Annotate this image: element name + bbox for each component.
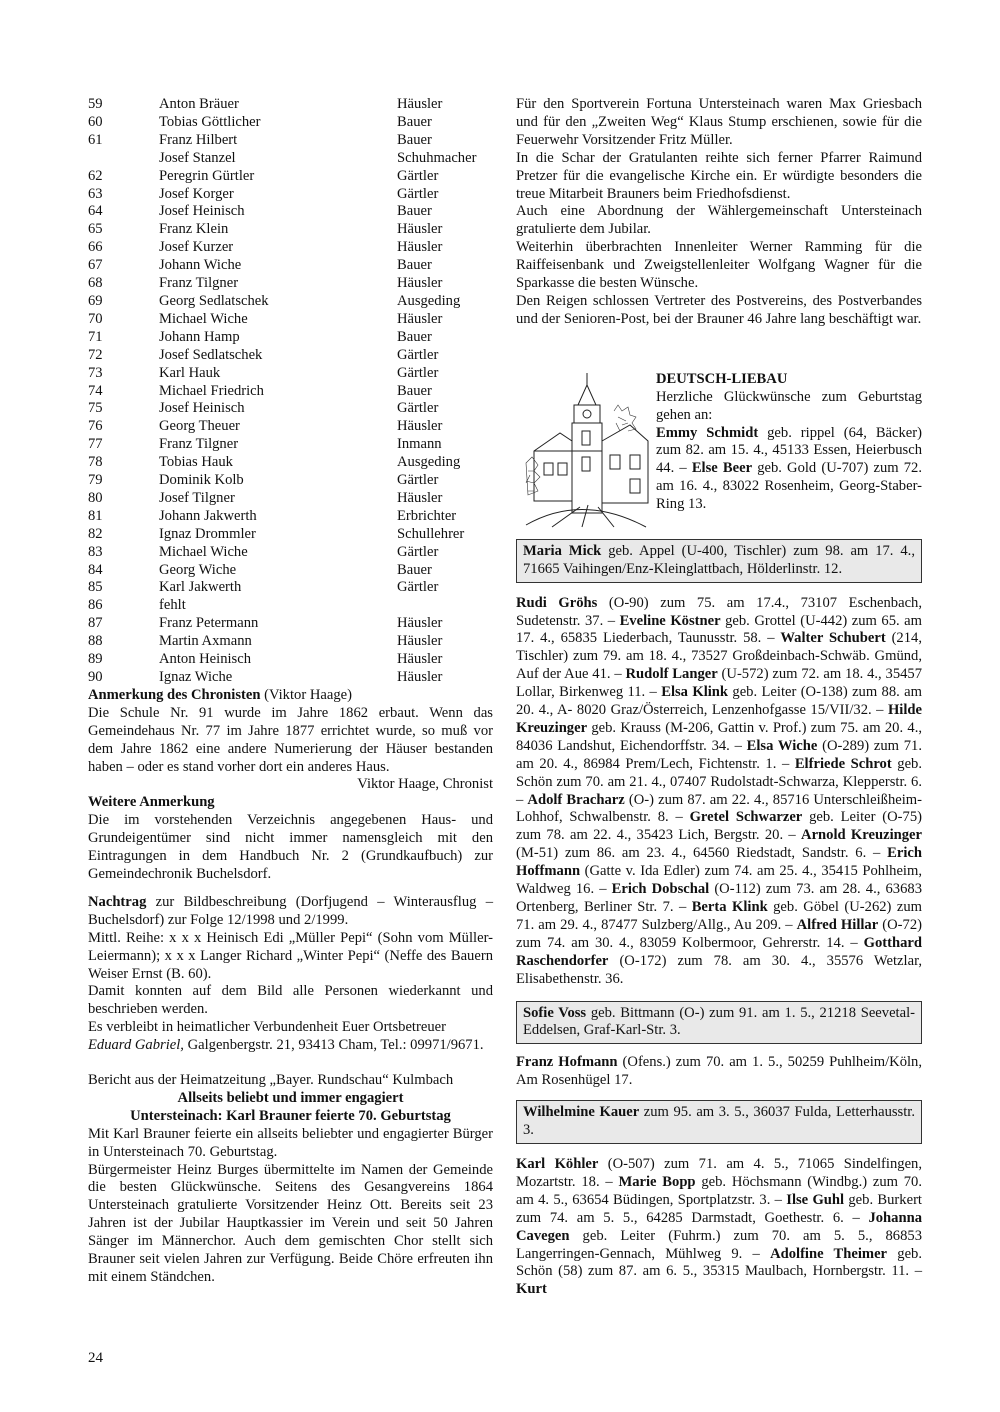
table-row [88,651,493,669]
house-number: 59 [88,96,103,112]
house-number: 60 [88,113,103,130]
birthday-details: (O-172) zum 78. am 30. 4., 35576 Wetzlar, Elisabethenstr. 36. [516,952,922,987]
table-row [88,239,493,257]
house-number: 77 [88,436,103,453]
owner-status: Gärtler [397,400,439,417]
owner-name: Franz Tilgner [159,436,239,453]
table-row [88,526,493,544]
owner-status: Häusler [397,418,443,435]
owner-name: Johann Jakwerth [159,507,257,524]
owner-name: Josef Heinisch [159,400,245,417]
house-number: 70 [88,310,103,327]
signer-line [88,1037,493,1055]
signer-address: Galgenbergstr. 21, 93413 Cham, Tel.: 09971/9671. [183,1037,484,1054]
birthday-name: Eveline Köstner [619,612,721,629]
house-number: 64 [88,203,103,220]
owner-name: Franz Klein [159,221,229,238]
owner-status: Häusler [397,96,443,112]
owner-status: Schuhmacher [397,149,477,166]
chronicler-heading: Anmerkung des Chronisten [88,686,261,703]
house-number: 74 [88,382,103,399]
owner-status: Bauer [397,131,432,148]
table-row [88,490,493,508]
table-row [88,311,493,329]
owner-name: Martin Axmann [159,633,252,650]
owner-name: Karl Hauk [159,364,221,381]
birthday-details: (U-572) zum 72. am 18. 4., 35457 Lollar, Birkenweg 11. – [516,666,923,701]
house-number: 67 [88,257,103,274]
table-row [88,562,493,580]
owner-status: Häusler [397,310,443,327]
birthday-name: Gotthard Raschendorfer [516,934,922,969]
birthday-details: (O-507) zum 71. am 4. 5., 71065 Sindelfingen, Mozartstr. 18. – [516,1155,922,1190]
birthday-details: (O-112) zum 73. am 28. 4., 63683 Ortenberg, Berliner Str. 7. – [516,881,922,915]
table-row [88,150,493,168]
table-row [88,669,493,687]
owner-name: Peregrin Gürtler [159,167,255,184]
house-owner-table [88,96,493,687]
owner-status: Gärtler [397,579,439,596]
article-paragraph-4: In die Schar der Gratulanten reihte sich ferner Pfarrer Raimund Pretzer für die evangelische Kirche ein. Er würdigte besonders die treue Mitarbeit Brauners beim Friedhofsdienst. [516,149,922,202]
table-row [88,383,493,401]
table-row [88,347,493,365]
house-number: 63 [88,185,103,202]
birthday-details: (O-289) zum 71. am 20. 4., 86984 Prem/Lech, Fichtenstr. 1. – [516,737,923,772]
house-number: 81 [88,507,103,524]
house-number: 86 [88,597,103,614]
owner-name: Josef Tilgner [159,489,235,506]
birthday-details: zum 95. am 3. 5., 36037 Fulda, Letterhausstr. 3. [523,1104,915,1139]
owner-status: Gärtler [397,185,439,202]
table-row [88,186,493,204]
chronicler-signature: Viktor Haage, Chronist [357,776,493,793]
birthday-name: Ilse Guhl [786,1191,845,1208]
article-headline-2: Untersteinach: Karl Brauner feierte 70. Geburtstag [130,1107,451,1124]
owner-name: Tobias Hauk [159,454,233,471]
birthday-name: Erich Dobschal [611,881,710,898]
chronicler-text: Die Schule Nr. 91 wurde im Jahre 1862 erbaut. Wenn das Gemeindehaus Nr. 77 im Jahre 1877 errichtet wurde, so muß vor dem Jahre 1862 eine andere Numerierung der Häuser bestanden haben – oder es stand vorher dort ein anderes Haus. [88,704,493,775]
left-column [88,96,493,1287]
table-row [88,454,493,472]
birthday-details: geb. rippel (64, Bäcker) zum 82. am 15. 4., 45133 Essen, Heierbusch 44. – [656,424,923,477]
birthday-name: Rudolf Langer [625,666,718,683]
owner-status: Bauer [397,328,432,345]
birthday-name: Elfriede Schrot [794,755,892,772]
highlight-box-wilhelmine-kauer [516,1100,922,1144]
birthday-name: Erich Hoffmann [516,845,922,880]
house-number: 68 [88,275,103,292]
article-paragraph-6: Weiterhin überbrachten Innenleiter Werner Ramming für die Raiffeisenbank und Zweigstellenleiter Wolfgang Wagner für die Sparkasse die besten Wünsche. [516,239,922,292]
birthday-name: Marie Bopp [618,1173,696,1190]
house-number: 85 [88,579,103,596]
birthday-list-may [516,1156,922,1299]
birthday-name: Johanna Cavegen [516,1209,922,1244]
birthday-name: Hilde Kreuzinger [516,702,922,736]
birthday-details: geb. Göbel (U-262) zum 71. am 29. 4., 87477 Sulzberg/Allg., Au 209. – [516,899,922,933]
owner-status: Gärtler [397,543,439,560]
house-number: 90 [88,669,103,685]
birthday-details: geb. Appel (U-400, Tischler) zum 98. am 17. 4., 71665 Vaihingen/Enz-Kleinglattbach, Hölderlinstr. 12. [523,542,915,577]
owner-name: Johann Wiche [159,257,242,274]
owner-status: Ausgeding [397,454,461,471]
birthday-details: (O-90) zum 75. am 17.4., 73107 Eschenbach, Sudetenstr. 37. – [516,594,923,629]
owner-status: Schullehrer [397,525,465,542]
birthday-name: Elsa Klink [661,684,729,701]
birthday-name: Walter Schubert [780,630,886,647]
table-row [88,132,493,150]
middle-row-text: Mittl. Reihe: x x x Heinisch Edi „Müller Pepi“ (Sohn vom Müller-Leiermann); x x x Langer Richard „Winter Pepi“ (Neffe des Bauern Weiser Ernst (B. 60). [88,929,493,982]
owner-status: Bauer [397,113,432,130]
owner-status: Erbrichter [397,507,457,524]
highlight-box-maria-mick [516,539,922,583]
owner-status: Gärtler [397,472,439,489]
house-number: 66 [88,239,103,256]
birthday-details: (M-51) zum 86. am 23. 4., 64560 Riedstadt, Sandstr. 6. – [516,845,888,862]
owner-status: Bauer [397,203,432,220]
birthday-name: Franz Hofmann [516,1054,618,1071]
signer-name: Eduard Gabriel, [88,1037,184,1054]
table-row [88,257,493,275]
birthday-details: (214, Tischler) zum 79. am 18. 4., 73527 Großdeinbach-Schwäb. Gmünd, Auf der Aue 41. – [516,630,922,683]
thus-text: Damit konnten auf dem Bild alle Personen wiederkannt und beschrieben werden. [88,983,493,1018]
owner-status: Häusler [397,489,443,506]
birthday-name: Wilhelmine Kauer [523,1104,640,1121]
house-number: 87 [88,615,103,632]
house-number: 82 [88,525,103,542]
table-row [88,544,493,562]
house-number: 84 [88,561,103,578]
table-row [88,168,493,186]
birthday-name: Maria Mick [523,542,602,559]
house-number: 75 [88,400,103,417]
article-paragraph-1: Mit Karl Brauner feierte ein allseits beliebter und engagierter Bürger in Untersteinach 70. Geburtstag. [88,1125,493,1160]
birthday-details: geb. Gold (U-707) zum 72. am 16. 4., 83022 Rosenheim, Georg-Staber-Ring 13. [656,460,923,513]
birthday-name: Adolf Bracharz [527,791,625,808]
owner-name: Georg Wiche [159,561,237,578]
house-number [88,150,159,168]
birthday-name: Elsa Wiche [746,737,818,754]
owner-name: Josef Kurzer [159,239,234,256]
deutsch-liebau-heading: DEUTSCH-LIEBAU [656,370,788,387]
table-row [88,203,493,221]
house-number: 88 [88,633,103,650]
table-row [88,329,493,347]
birthday-name: Gretel Schwarzer [689,809,803,826]
article-paragraph-3: Für den Sportverein Fortuna Untersteinach waren Max Griesbach und für den „Zweiten Weg“ Klaus Stump erschienen, sowie für die Feuerwehr Vorsitzender Fritz Müller. [516,96,922,148]
table-row [88,96,493,114]
house-number: 79 [88,472,103,489]
owner-status: Häusler [397,221,443,238]
birthday-details: geb. Leiter (O-138) zum 88. am 20. 4., A- 8020 Graz/Österreich, Lenzenhofgasse 15/VII/32. – [516,684,922,719]
birthday-entry-franz-hofmann [516,1054,922,1090]
owner-status: Inmann [397,436,442,453]
deutsch-liebau-section [516,371,922,531]
owner-status: Häusler [397,615,443,632]
owner-name: Michael Wiche [159,543,248,560]
birthday-details: (Ofens.) zum 70. am 1. 5., 50259 Puhlheim/Köln, Am Rosenhügel 17. [516,1054,922,1089]
chronicler-note [88,687,493,705]
owner-name: Josef Korger [159,185,234,202]
table-row [88,293,493,311]
house-number: 73 [88,364,103,381]
owner-name: fehlt [159,597,186,614]
owner-name: Michael Friedrich [159,382,264,399]
addendum-paragraph [88,894,493,930]
highlight-box-sofie-voss [516,1001,922,1045]
owner-name: Ignaz Wiche [159,669,233,685]
birthday-details: geb. Leiter (Fuhrm.) zum 70. am 5. 5., 86853 Langerringen-Gennach, Mühlweg 9. – [516,1227,922,1262]
owner-status: Häusler [397,275,443,292]
owner-name: Franz Tilgner [159,275,239,292]
owner-name: Karl Jakwerth [159,579,242,596]
birthday-name: Karl Köhler [516,1155,599,1172]
chronicler-heading-tail: (Viktor Haage) [260,686,352,703]
birthday-details: geb. Leiter (O-75) zum 78. am 22. 4., 35423 Lich, Bergstr. 20. – [516,809,922,844]
deutsch-liebau-text [656,371,922,514]
birthday-list-april [516,595,922,989]
birthday-details: geb. Schön (58) zum 87. am 6. 5., 35315 Maulbach, Hornbergstr. 11. – [516,1245,922,1280]
right-column [516,96,922,1299]
owner-status: Gärtler [397,364,439,381]
owner-status: Gärtler [397,167,439,184]
owner-status: Bauer [397,561,432,578]
owner-name: Michael Wiche [159,310,248,327]
house-number: 65 [88,221,103,238]
table-row [88,633,493,651]
owner-name: Dominik Kolb [159,472,244,489]
deutsch-liebau-intro: Herzliche Glückwünsche zum Geburtstag gehen an: [656,388,922,423]
house-number: 61 [88,131,103,148]
house-number: 80 [88,489,103,506]
house-number: 89 [88,651,103,668]
table-row [88,436,493,454]
house-number: 72 [88,346,103,363]
owner-name: Anton Heinisch [159,651,252,668]
house-number: 83 [88,543,103,560]
table-row [88,114,493,132]
owner-name: Georg Sedlatschek [159,292,269,309]
owner-name: Josef Sedlatschek [159,346,263,363]
owner-status: Häusler [397,239,443,256]
birthday-details: (O-72) zum 74. am 30. 4., 83059 Kolbermoor, Gehrerstr. 14. – [516,916,922,951]
table-row [88,472,493,490]
birthday-details: geb. Krauss (M-206, Gattin v. Prof.) zum 75. am 20. 4., 84036 Landshut, Eichendorffstr. 34. – [516,719,922,754]
owner-name: Josef Heinisch [159,203,245,220]
owner-status: Ausgeding [397,292,461,309]
farewell-text: Es verbleibt in heimatlicher Verbundenheit Euer Ortsbetreuer [88,1019,446,1036]
birthday-details: (Gatte v. Ida Edler) zum 74. am 25. 4., 35415 Pohlheim, Waldweg 16. – [516,863,922,898]
table-row [88,508,493,526]
owner-status: Gärtler [397,346,439,363]
article-headline-1: Allseits beliebt und immer engagiert [177,1089,404,1106]
birthday-details: geb. Höchsmann (Windbg.) zum 70. am 4. 5., 63654 Büdingen, Sportplatzstr. 3. – [516,1173,923,1208]
owner-name: Johann Hamp [159,328,240,345]
birthday-name: Else Beer [691,460,753,477]
birthday-name: Alfred Hillar [796,916,879,933]
table-row [88,365,493,383]
owner-status: Häusler [397,633,443,650]
table-row [88,615,493,633]
owner-status: Bauer [397,257,432,274]
page-number: 24 [88,1350,103,1366]
owner-name: Anton Bräuer [159,96,239,112]
village-church-sketch-image [522,371,652,531]
birthday-name: Arnold Kreuzinger [801,827,922,844]
table-row [88,275,493,293]
owner-name: Franz Hilbert [159,131,238,148]
table-row [88,579,493,597]
house-number: 62 [88,167,103,184]
birthday-name: Adolfine Theimer [770,1245,888,1262]
house-number: 78 [88,454,103,471]
further-note-heading: Weitere Anmerkung [88,794,215,811]
article-paragraph-2: Bürgermeister Heinz Burges übermittelte im Namen der Gemeinde die besten Glückwünsche. Seitens des Gesangvereins 1864 Untersteinach gratulierte Vorsitzender Heinz Ott. Bereits seit 23 Jahren ist der Jubilar Hauptkassier im Verein und seit 50 Jahren Sänger im Männerchor. Auch dem gemischten Chor stellt sich Brauner seit vielen Jahren zur Verfügung. Beide Chöre erfreuten ihn mit einem Ständchen. [88,1161,493,1285]
table-row [88,418,493,436]
birthday-details: geb. Bittmann (O-) zum 91. am 1. 5., 21218 Seevetal-Eddelsen, Graf-Karl-Str. 3. [523,1004,916,1039]
house-number: 76 [88,418,103,435]
table-row [88,597,493,615]
article-paragraph-7: Den Reigen schlossen Vertreter des Postvereins, des Postverbandes und der Senioren-Post, bei der Brauner 46 Jahre lang beschäftigt war. [516,292,922,327]
birthday-details: (O-) zum 87. am 22. 4., 85716 Unterschleißheim-Lohhof, Schwalbenstr. 8. – [516,791,922,826]
owner-name: Tobias Göttlicher [159,113,261,130]
owner-status: Häusler [397,669,443,685]
table-row [88,400,493,418]
birthday-name: Sofie Voss [523,1004,587,1021]
birthday-name: Rudi Gröhs [516,594,598,611]
addendum-label: Nachtrag [88,893,147,910]
owner-name: Franz Petermann [159,615,259,632]
owner-status: Häusler [397,651,443,668]
birthday-name: Kurt [516,1281,547,1298]
further-note-text: Die im vorstehenden Verzeichnis angegebenen Haus- und Grundeigentümer sind nicht immer namensgleich mit den Eintragungen in dem Handbuch Nr. 2 (Grundkaufbuch) zur Gemeindechronik Buchelsdorf. [88,812,493,882]
owner-name: Georg Theuer [159,418,240,435]
owner-status [397,597,493,615]
house-number: 71 [88,328,103,345]
addendum-text: zur Bildbeschreibung (Dorfjugend – Winterausflug – Buchelsdorf) zur Folge 12/1998 und 2/1999. [88,893,493,928]
birthday-name: Emmy Schmidt [656,424,759,441]
deutsch-liebau-entries [656,425,922,515]
owner-status: Bauer [397,382,432,399]
owner-name: Ignaz Drommler [159,525,256,542]
article-paragraph-5: Auch eine Abordnung der Wählergemeinschaft Untersteinach gratulierte dem Jubilar. [516,203,922,238]
report-intro: Bericht aus der Heimatzeitung „Bayer. Rundschau“ Kulmbach [88,1072,454,1089]
owner-name: Josef Stanzel [159,149,236,166]
birthday-details: geb. Schön zum 70. am 21. 4., 07407 Rudolstadt-Schwarza, Klepperstr. 6. – [516,755,923,808]
house-number: 69 [88,292,103,309]
birthday-details: geb. Grottel (U-442) zum 65. am 17. 4., 65835 Liederbach, Taunusstr. 58. – [516,612,923,647]
birthday-name: Berta Klink [691,899,768,915]
birthday-details: geb. Burkert zum 74. am 5. 5., 64285 Darmstadt, Goethestr. 6. – [516,1191,922,1226]
table-row [88,221,493,239]
